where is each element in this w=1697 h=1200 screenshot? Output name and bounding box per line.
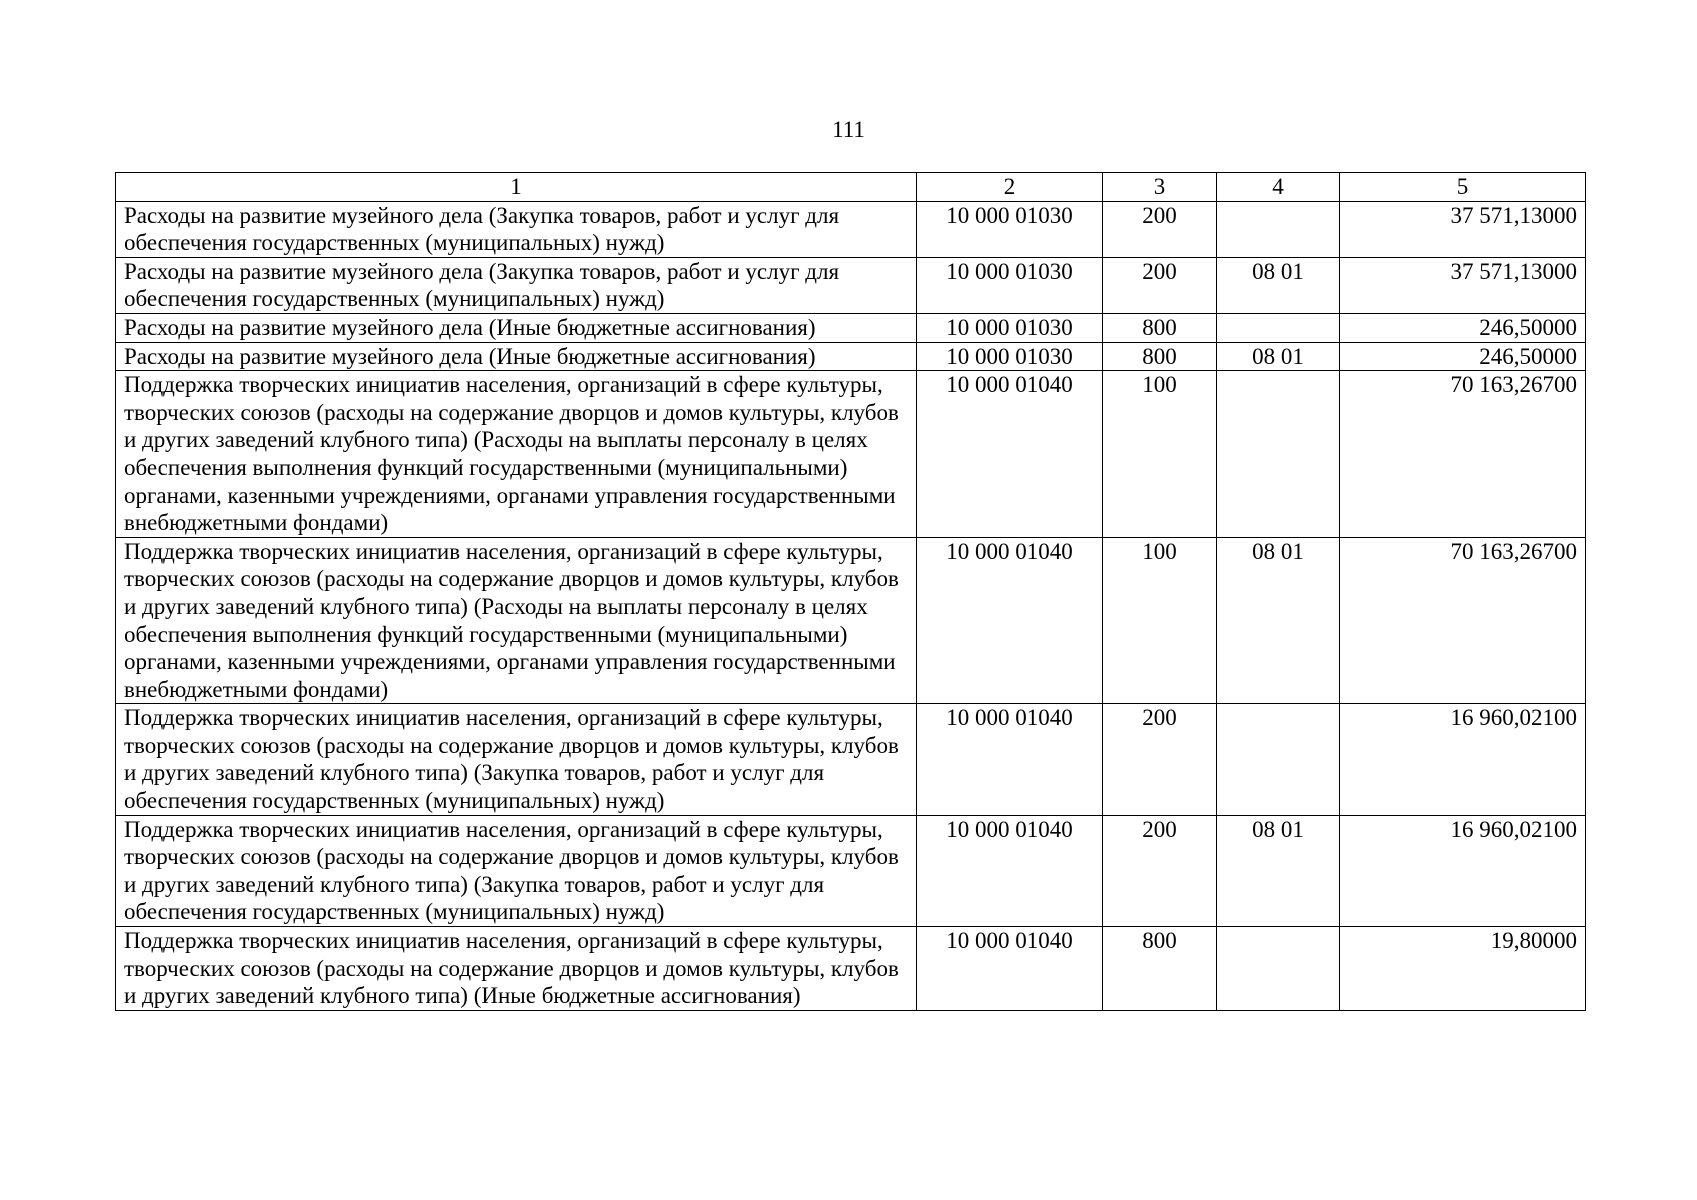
row-description: Поддержка творческих инициатив населения, организаций в сфере культуры, творческих союзов (расходы на содержание дворцов и домов культуры, клубов и других заведений клубного типа) (Расходы на выплаты персоналу в целях обеспечения выполнения функций государственными (муниципальными) органами, казенными учреждениями, органами управления государственными внебюджетными фондами) <box>116 537 917 704</box>
row-section <box>1217 371 1340 538</box>
row-type: 200 <box>1103 815 1217 926</box>
row-code: 10 000 01030 <box>917 201 1103 257</box>
row-amount: 16 960,02100 <box>1340 704 1586 815</box>
row-description: Расходы на развитие музейного дела (Закупка товаров, работ и услуг для обеспечения государственных (муниципальных) нужд) <box>116 257 917 313</box>
row-code: 10 000 01030 <box>917 342 1103 371</box>
row-type: 200 <box>1103 257 1217 313</box>
row-section: 08 01 <box>1217 257 1340 313</box>
row-description: Поддержка творческих инициатив населения, организаций в сфере культуры, творческих союзов (расходы на содержание дворцов и домов культуры, клубов и других заведений клубного типа) (Расходы на выплаты персоналу в целях обеспечения выполнения функций государственными (муниципальными) органами, казенными учреждениями, органами управления государственными внебюджетными фондами) <box>116 371 917 538</box>
row-section: 08 01 <box>1217 815 1340 926</box>
table-row <box>116 201 1586 257</box>
column-header-2: 2 <box>917 173 1103 202</box>
row-description: Расходы на развитие музейного дела (Иные бюджетные ассигнования) <box>116 342 917 371</box>
budget-table <box>115 172 1586 1011</box>
row-code: 10 000 01040 <box>917 927 1103 1011</box>
row-code: 10 000 01040 <box>917 371 1103 538</box>
row-section <box>1217 201 1340 257</box>
row-type: 200 <box>1103 704 1217 815</box>
row-code: 10 000 01030 <box>917 257 1103 313</box>
column-header-4: 4 <box>1217 173 1340 202</box>
row-code: 10 000 01030 <box>917 313 1103 342</box>
row-amount: 16 960,02100 <box>1340 815 1586 926</box>
row-amount: 246,50000 <box>1340 313 1586 342</box>
row-code: 10 000 01040 <box>917 815 1103 926</box>
row-type: 800 <box>1103 313 1217 342</box>
row-description: Расходы на развитие музейного дела (Иные бюджетные ассигнования) <box>116 313 917 342</box>
row-type: 800 <box>1103 342 1217 371</box>
table-row <box>116 342 1586 371</box>
table-row <box>116 371 1586 538</box>
row-section <box>1217 927 1340 1011</box>
column-header-5: 5 <box>1340 173 1586 202</box>
table-header-row <box>116 173 1586 202</box>
row-amount: 70 163,26700 <box>1340 371 1586 538</box>
column-header-1: 1 <box>116 173 917 202</box>
row-type: 100 <box>1103 537 1217 704</box>
table-row <box>116 257 1586 313</box>
row-amount: 37 571,13000 <box>1340 257 1586 313</box>
row-description: Поддержка творческих инициатив населения, организаций в сфере культуры, творческих союзов (расходы на содержание дворцов и домов культуры, клубов и других заведений клубного типа) (Иные бюджетные ассигнования) <box>116 927 917 1011</box>
table-row <box>116 704 1586 815</box>
row-amount: 37 571,13000 <box>1340 201 1586 257</box>
row-type: 100 <box>1103 371 1217 538</box>
row-section: 08 01 <box>1217 537 1340 704</box>
page-number: 111 <box>832 117 865 142</box>
row-amount: 246,50000 <box>1340 342 1586 371</box>
row-type: 200 <box>1103 201 1217 257</box>
row-description: Поддержка творческих инициатив населения, организаций в сфере культуры, творческих союзов (расходы на содержание дворцов и домов культуры, клубов и других заведений клубного типа) (Закупка товаров, работ и услуг для обеспечения государственных (муниципальных) нужд) <box>116 815 917 926</box>
row-code: 10 000 01040 <box>917 537 1103 704</box>
row-type: 800 <box>1103 927 1217 1011</box>
table-row <box>116 537 1586 704</box>
row-amount: 19,80000 <box>1340 927 1586 1011</box>
row-section: 08 01 <box>1217 342 1340 371</box>
table-row <box>116 815 1586 926</box>
column-header-3: 3 <box>1103 173 1217 202</box>
row-code: 10 000 01040 <box>917 704 1103 815</box>
row-section <box>1217 313 1340 342</box>
row-description: Поддержка творческих инициатив населения, организаций в сфере культуры, творческих союзов (расходы на содержание дворцов и домов культуры, клубов и других заведений клубного типа) (Закупка товаров, работ и услуг для обеспечения государственных (муниципальных) нужд) <box>116 704 917 815</box>
table-row <box>116 313 1586 342</box>
row-amount: 70 163,26700 <box>1340 537 1586 704</box>
table-row <box>116 927 1586 1011</box>
row-section <box>1217 704 1340 815</box>
row-description: Расходы на развитие музейного дела (Закупка товаров, работ и услуг для обеспечения государственных (муниципальных) нужд) <box>116 201 917 257</box>
